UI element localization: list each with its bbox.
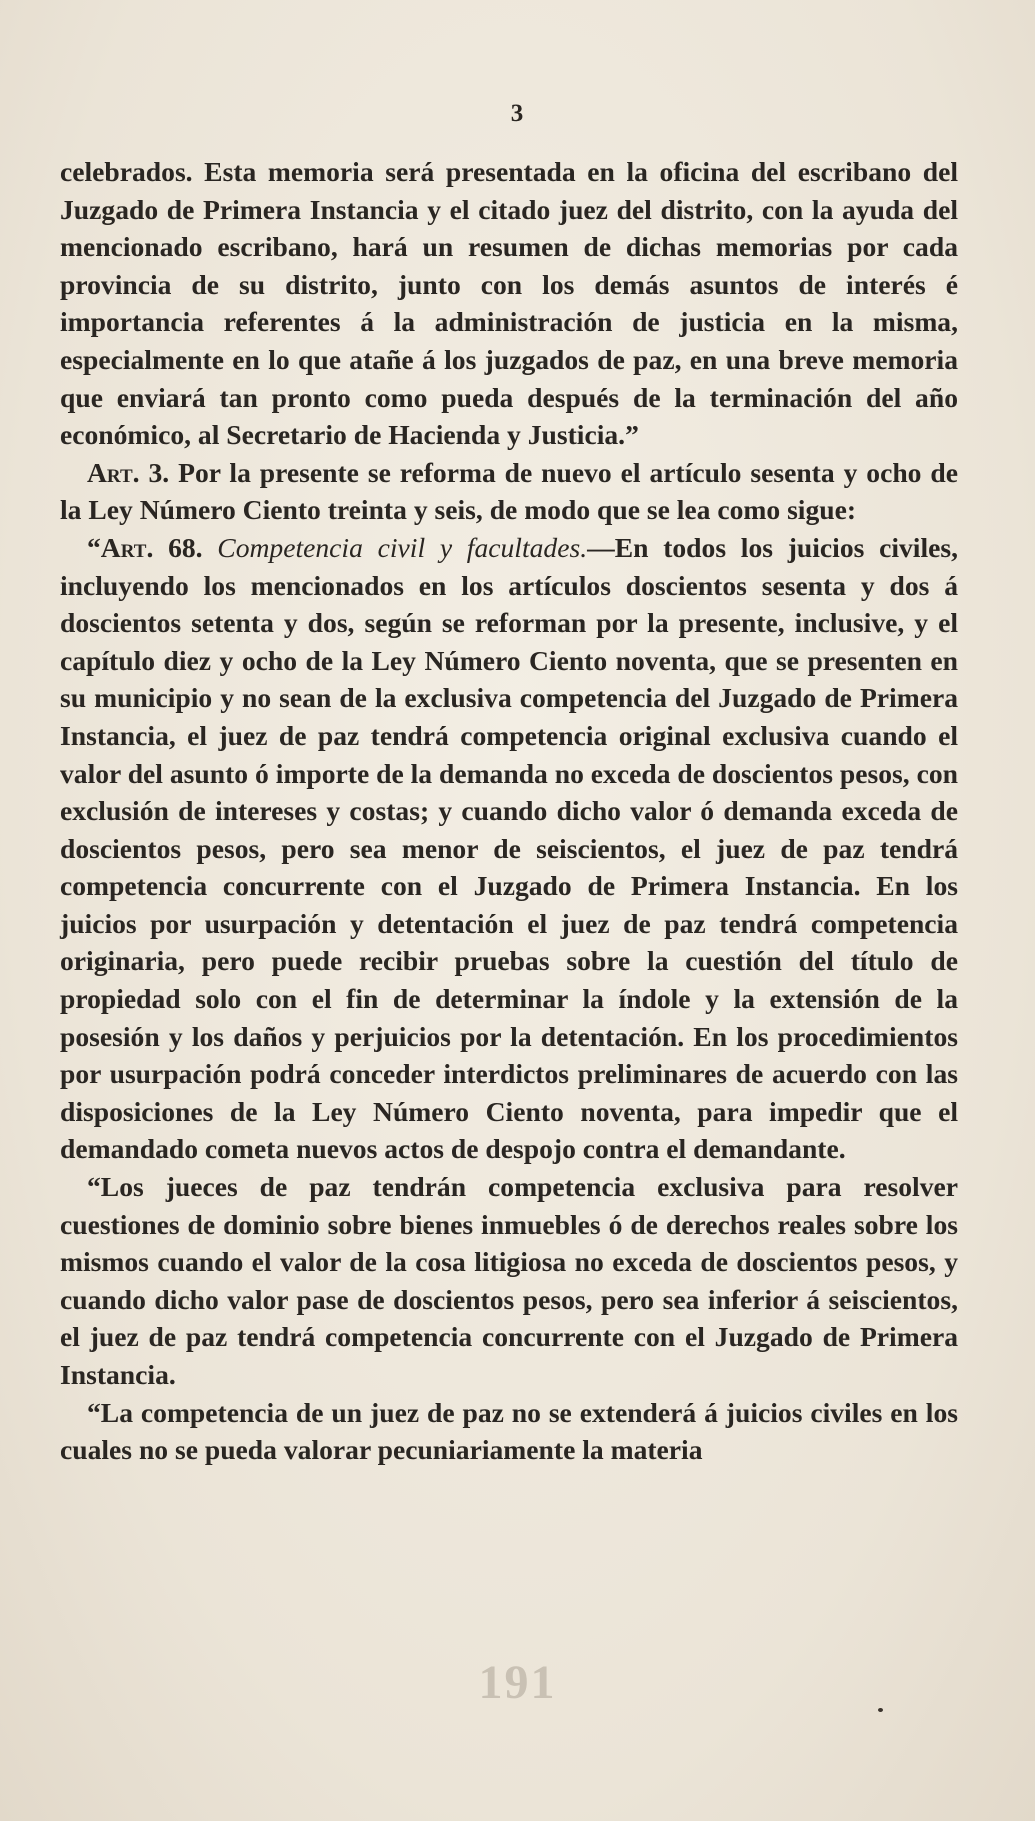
paragraph-4: [60, 1168, 958, 1394]
paragraph-2: [60, 454, 958, 529]
ink-speck: [878, 1708, 883, 1712]
article-label: Art.: [87, 456, 140, 488]
paragraph-5-text: “La competencia de un juez de paz no se extenderá á juicios civiles en los cuales no se pueda valorar pecuniariamente la materia: [60, 1396, 958, 1466]
paragraph-4-text: “Los jueces de paz tendrán competencia exclusiva para resolver cuestiones de dominio sobre bienes inmuebles ó de derechos reales sobre los mismos cuando el valor de la cosa litigiosa no exceda de doscientos pesos, y cuando dicho valor pase de doscientos pesos, pero sea inferior á seiscientos, el juez de paz tendrá competencia concurrente con el Juzgado de Primera Instancia.: [60, 1171, 958, 1390]
article-heading: Competencia civil y facultades.: [217, 531, 588, 563]
paragraph-5: [60, 1394, 958, 1469]
body-text: [60, 153, 958, 1469]
paragraph-3: [60, 529, 958, 1168]
opening-quote: “: [87, 531, 101, 563]
page-number: 3: [510, 100, 525, 127]
paragraph-2-text: 3. Por la presente se reforma de nuevo el artículo sesenta y ocho de la Ley Número Ciento treinta y seis, de modo que se lea como sigue:: [60, 456, 958, 526]
paragraph-1: [60, 153, 958, 454]
paragraph-1-text: celebrados. Esta memoria será presentada en la oficina del escribano del Juzgado de Primera Instancia y el citado juez del distrito, con la ayuda del mencionado escribano, hará un resumen de dichas memorias por cada provincia de su distrito, junto con los demás asuntos de interés é importancia referentes á la administración de justicia en la misma, especialmente en lo que atañe á los juzgados de paz, en una breve memoria que enviará tan pronto como pueda después de la terminación del año económico, al Secretario de Hacienda y Justicia.”: [60, 156, 958, 451]
paragraph-3-text: —En todos los juicios civiles, incluyendo los mencionados en los artículos doscientos sesenta y dos á doscientos setenta y dos, según se reforman por la presente, inclusive, y el capítulo diez y ocho de la Ley Número Ciento noventa, que se presenten en su municipio y no sean de la exclusiva competencia del Juzgado de Primera Instancia, el juez de paz tendrá competencia original exclusiva cuando el valor del asunto ó importe de la demanda no exceda de doscientos pesos, con exclusión de intereses y costas; y cuando dicho valor ó demanda exceda de doscientos pesos, pero sea menor de seiscientos, el juez de paz tendrá competencia concurrente con el Juzgado de Primera Instancia. En los juicios por usurpación y detentación el juez de paz tendrá competencia originaria, pero puede recibir pruebas sobre la cuestión del título de propiedad solo con el fin de determinar la índole y la extensión de la posesión y los daños y perjuicios por la detentación. En los procedimientos por usurpación podrá conceder interdictos preliminares de acuerdo con las disposiciones de la Ley Número Ciento noventa, para impedir que el demandado cometa nuevos actos de despojo contra el demandante.: [60, 531, 958, 1165]
article-number: 68.: [153, 531, 218, 563]
article-label: Art.: [100, 531, 154, 563]
folio-stamp: 191: [478, 1656, 557, 1709]
